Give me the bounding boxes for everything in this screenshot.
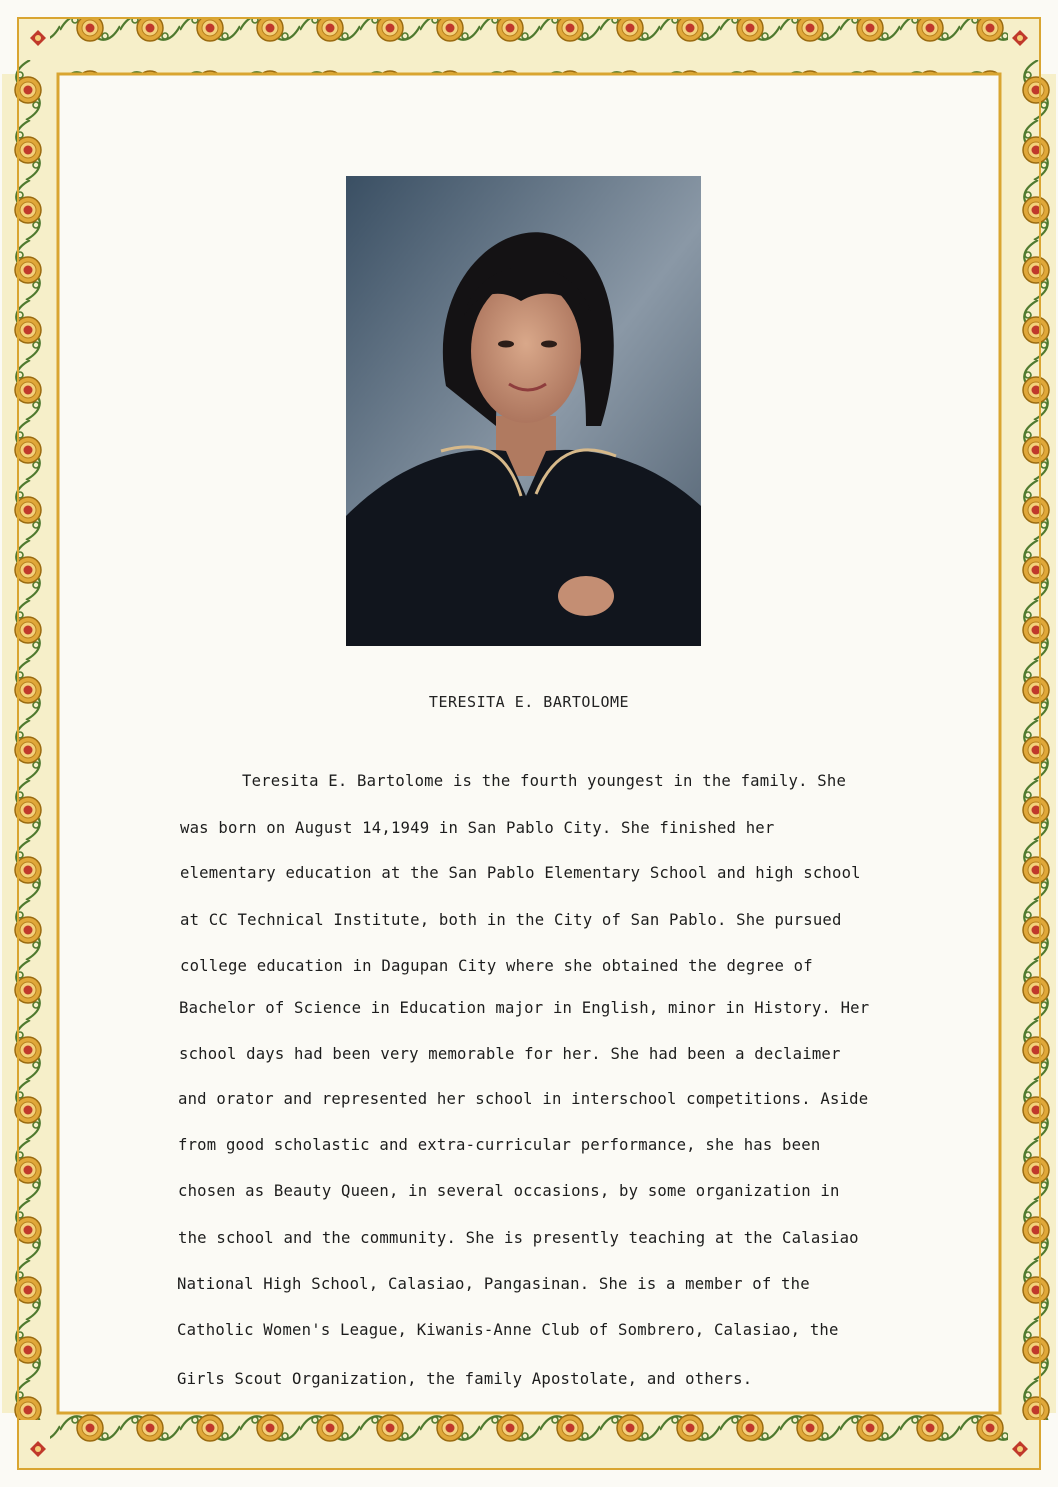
bio-line: Teresita E. Bartolome is the fourth youngest in the family. She: [242, 772, 847, 790]
bio-line: college education in Dagupan City where she obtained the degree of: [180, 957, 813, 975]
bio-line: the school and the community. She is presently teaching at the Calasiao: [178, 1229, 859, 1247]
bio-line: Girls Scout Organization, the family Apostolate, and others.: [177, 1370, 753, 1388]
bio-line: from good scholastic and extra-curricular performance, she has been: [178, 1136, 821, 1154]
bio-line: school days had been very memorable for her. She had been a declaimer: [179, 1045, 841, 1063]
bio-line: elementary education at the San Pablo Elementary School and high school: [180, 864, 861, 882]
bio-line: chosen as Beauty Queen, in several occasions, by some organization in: [178, 1182, 840, 1200]
bio-line: Bachelor of Science in Education major in English, minor in History. Her: [179, 999, 870, 1017]
bio-line: at CC Technical Institute, both in the City of San Pablo. She pursued: [180, 911, 842, 929]
bio-line: Catholic Women's League, Kiwanis-Anne Club of Sombrero, Calasiao, the: [177, 1321, 839, 1339]
portrait-photo: [346, 176, 701, 646]
bio-line: and orator and represented her school in interschool competitions. Aside: [178, 1090, 869, 1108]
name-heading: TERESITA E. BARTOLOME: [428, 693, 630, 711]
bio-line: was born on August 14,1949 in San Pablo City. She finished her: [180, 819, 775, 837]
bio-line: National High School, Calasiao, Pangasinan. She is a member of the: [177, 1275, 810, 1293]
